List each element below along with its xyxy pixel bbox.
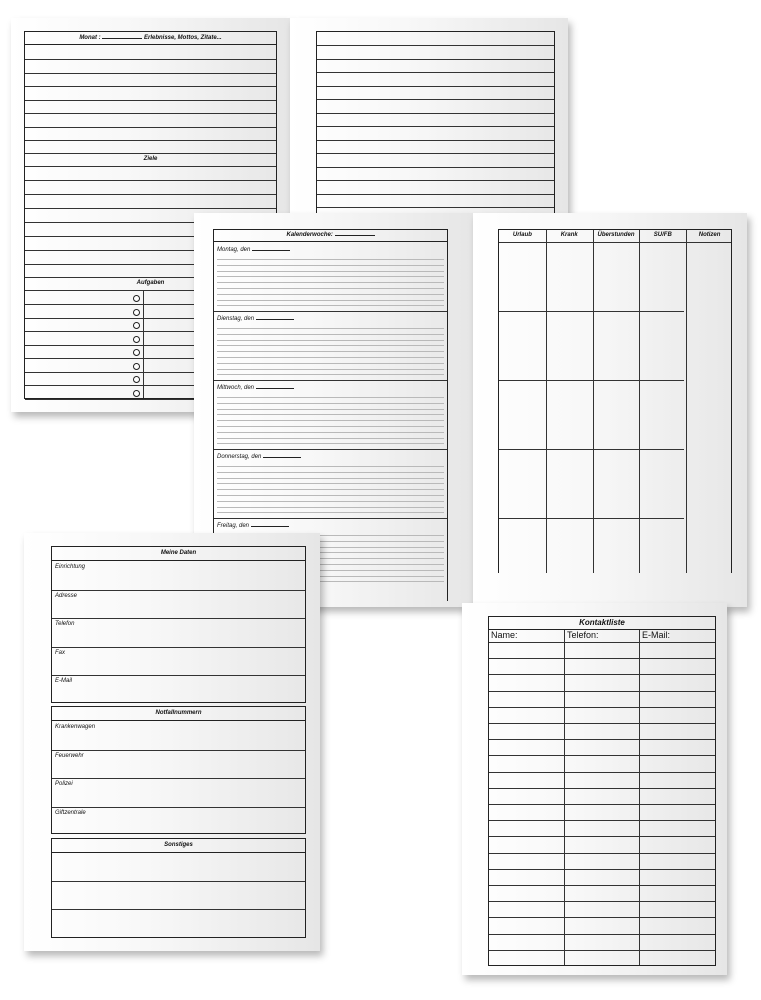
contact-row-line [489, 869, 715, 870]
day-divider [214, 518, 447, 519]
contact-row-line [489, 658, 715, 659]
personal-page [24, 533, 320, 951]
day-writing-line [217, 489, 444, 490]
contact-row-line [489, 642, 715, 643]
contact-row-line [489, 804, 715, 805]
day-blank [256, 383, 294, 389]
day-label: Donnerstag, den [217, 452, 301, 460]
day-writing-line [217, 282, 444, 283]
day-writing-line [217, 288, 444, 289]
day-writing-line [217, 363, 444, 364]
day-writing-line [217, 472, 444, 473]
day-writing-line [217, 426, 444, 427]
day-writing-line [217, 328, 444, 329]
field-label: Einrichtung [55, 564, 86, 570]
tracker-row-line [499, 449, 684, 450]
day-writing-line [217, 409, 444, 410]
note-line [25, 140, 276, 141]
day-writing-line [217, 294, 444, 295]
day-writing-line [217, 351, 444, 352]
lined-row [317, 167, 554, 168]
day-writing-line [217, 483, 444, 484]
month-label: Monat : [79, 35, 101, 41]
day-writing-line [217, 305, 444, 306]
emergency-divider [52, 778, 305, 779]
day-divider [214, 311, 447, 312]
other-line-2 [52, 909, 305, 910]
contact-row-line [489, 691, 715, 692]
emergency-divider [52, 750, 305, 751]
note-line [25, 127, 276, 128]
lined-row [317, 207, 554, 208]
day-writing-line [217, 420, 444, 421]
tracker-col-divider [639, 230, 640, 573]
goals-divider [25, 153, 276, 154]
tracker-frame [498, 229, 732, 573]
lined-row [317, 194, 554, 195]
month-header-rest: Erlebnisse, Mottos, Zitate... [143, 35, 222, 41]
week-blank [335, 230, 375, 236]
contacts-col-phone: Telefon: [567, 630, 599, 640]
contacts-page [462, 603, 727, 975]
tracker-col-0: Urlaub [512, 232, 532, 238]
contact-row-line [489, 901, 715, 902]
day-writing-line [217, 432, 444, 433]
emergency-label: Krankenwagen [55, 724, 96, 730]
day-label: Montag, den [217, 245, 290, 253]
tracker-col-1: Krank [560, 232, 578, 238]
day-writing-line [217, 507, 444, 508]
day-writing-line [217, 265, 444, 266]
contact-row-line [489, 674, 715, 675]
day-writing-line [217, 512, 444, 513]
note-line [25, 59, 276, 60]
tracker-col-3: SU/FB [653, 232, 672, 238]
day-divider [214, 380, 447, 381]
note-line [25, 73, 276, 74]
lined-row [317, 153, 554, 154]
personal-data-title: Meine Daten [52, 547, 305, 561]
task-checkbox-icon [133, 390, 140, 397]
day-writing-line [217, 374, 444, 375]
day-writing-line [217, 501, 444, 502]
tracker-col-divider [593, 230, 594, 573]
tracker-row-line [499, 311, 684, 312]
lined-row [317, 59, 554, 60]
contact-row-line [489, 739, 715, 740]
tracker-header-line [499, 242, 731, 243]
tracker-page [473, 213, 747, 607]
emergency-label: Polizei [55, 781, 73, 787]
contacts-divider-2 [639, 630, 640, 965]
contacts-col-email: E-Mail: [642, 630, 671, 640]
contact-row-line [489, 820, 715, 821]
goal-line [25, 194, 276, 195]
field-label: E-Mail [55, 678, 73, 684]
goals-label: Ziele [143, 156, 158, 162]
lined-row [317, 140, 554, 141]
field-divider [52, 618, 305, 619]
day-writing-line [217, 276, 444, 277]
day-writing-line [217, 369, 444, 370]
contact-row-line [489, 934, 715, 935]
task-checkbox-icon [133, 363, 140, 370]
task-checkbox-icon [133, 376, 140, 383]
emergency-frame [51, 706, 306, 834]
day-writing-line [217, 495, 444, 496]
field-label: Telefon [55, 621, 75, 627]
day-label: Freitag, den [217, 521, 289, 529]
task-checkbox-icon [133, 295, 140, 302]
contact-row-line [489, 853, 715, 854]
day-blank [252, 245, 290, 251]
day-label: Mittwoch, den [217, 383, 294, 391]
goal-line [25, 208, 276, 209]
day-blank [251, 521, 289, 527]
tracker-row-line [499, 380, 684, 381]
other-line-1 [52, 881, 305, 882]
emergency-title: Notfallnummern [52, 707, 305, 721]
field-label: Fax [55, 649, 66, 656]
day-blank [263, 452, 301, 458]
tracker-col-divider [686, 230, 687, 573]
note-line [25, 113, 276, 114]
contact-row-line [489, 950, 715, 951]
month-blank [102, 33, 142, 39]
day-writing-line [217, 271, 444, 272]
tracker-col-divider [546, 230, 547, 573]
day-writing-line [217, 340, 444, 341]
day-writing-line [217, 334, 444, 335]
tasks-column-divider [143, 290, 144, 398]
field-divider [52, 675, 305, 676]
tracker-col-2: Überstunden [597, 232, 635, 238]
lined-row [317, 113, 554, 114]
day-writing-line [217, 397, 444, 398]
task-checkbox-icon [133, 336, 140, 343]
other-title: Sonstiges [52, 839, 305, 853]
lined-row [317, 180, 554, 181]
tasks-label: Aufgaben [136, 280, 165, 286]
lined-row [317, 126, 554, 127]
day-writing-line [217, 466, 444, 467]
contacts-frame [488, 616, 716, 966]
emergency-label: Feuerwehr [55, 752, 84, 759]
lined-row [317, 86, 554, 87]
note-line [25, 100, 276, 101]
contact-row-line [489, 836, 715, 837]
contact-row-line [489, 885, 715, 886]
week-label: Kalenderwoche: [286, 232, 333, 238]
field-divider [52, 590, 305, 591]
other-frame [51, 838, 306, 938]
goals-header-line [25, 166, 276, 167]
day-writing-line [217, 443, 444, 444]
lined-row [317, 72, 554, 73]
day-writing-line [217, 438, 444, 439]
task-checkbox-icon [133, 322, 140, 329]
contact-row-line [489, 707, 715, 708]
field-divider [52, 647, 305, 648]
task-checkbox-icon [133, 309, 140, 316]
day-divider [214, 449, 447, 450]
emergency-divider [52, 807, 305, 808]
day-writing-line [217, 403, 444, 404]
day-writing-line [217, 345, 444, 346]
day-label: Dienstag, den [217, 314, 294, 322]
lined-row [317, 45, 554, 46]
personal-data-frame [51, 546, 306, 703]
lined-row [317, 99, 554, 100]
monthly-header [25, 32, 276, 45]
weekly-header [214, 230, 447, 242]
tracker-col-4: Notizen [698, 232, 721, 238]
day-writing-line [217, 357, 444, 358]
contact-row-line [489, 917, 715, 918]
contacts-title: Kontaktliste [489, 617, 715, 630]
task-checkbox-icon [133, 349, 140, 356]
note-line [25, 86, 276, 87]
contact-row-line [489, 788, 715, 789]
contact-row-line [489, 755, 715, 756]
tracker-row-line [499, 518, 684, 519]
field-label: Adresse [55, 592, 78, 599]
day-writing-line [217, 300, 444, 301]
day-writing-line [217, 259, 444, 260]
contact-row-line [489, 723, 715, 724]
contacts-col-name: Name: [491, 630, 518, 640]
contact-row-line [489, 772, 715, 773]
day-writing-line [217, 478, 444, 479]
contacts-divider-1 [564, 630, 565, 965]
day-blank [256, 314, 294, 320]
goal-line [25, 180, 276, 181]
day-writing-line [217, 414, 444, 415]
emergency-label: Giftzentrale [55, 809, 86, 816]
